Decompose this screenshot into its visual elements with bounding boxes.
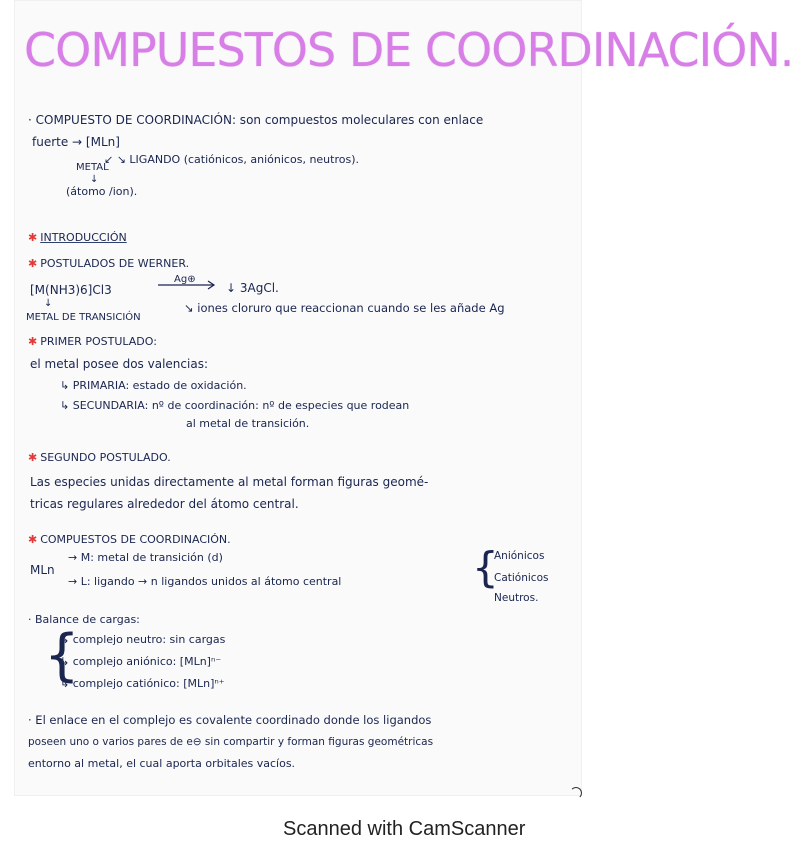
- reaction-arrow: [156, 280, 220, 290]
- type-neutros: Neutros.: [494, 592, 539, 604]
- page-title: COMPUESTOS DE COORDINACIÓN.: [24, 23, 793, 77]
- reaction-formula: [M(NH3)6]Cl3: [30, 283, 112, 297]
- compuestos-ligando-line: → L: ligando → n ligandos unidos al átomo central: [68, 575, 342, 588]
- definition-arrow: ↓: [90, 174, 99, 185]
- type-cationicos: Catiónicos: [494, 572, 549, 584]
- definition-line-6: (átomo /ion).: [66, 185, 138, 198]
- segundo-line-2: tricas regulares alrededor del átomo central.: [30, 497, 299, 511]
- primer-line-2: ↳ PRIMARIA: estado de oxidación.: [60, 379, 247, 392]
- segundo-postulado-heading: ✱ SEGUNDO POSTULADO.: [28, 451, 171, 464]
- balance-heading: · Balance de cargas:: [28, 613, 140, 626]
- types-brace: {: [472, 543, 499, 592]
- primer-line-3: ↳ SECUNDARIA: nº de coordinación: nº de especies que rodean: [60, 399, 410, 412]
- definition-metal: METAL: [76, 162, 109, 173]
- balance-brace: {: [44, 623, 80, 688]
- definition-line-2: fuerte → [MLn]: [32, 135, 120, 149]
- enlace-line-3: entorno al metal, el cual aporta orbitales vacíos.: [28, 757, 296, 770]
- reaction-product: ↓ 3AgCl.: [226, 281, 279, 295]
- definition-line-1: · COMPUESTO DE COORDINACIÓN: son compuestos moleculares con enlace: [28, 113, 484, 127]
- compuestos-metal-line: → M: metal de transición (d): [68, 551, 223, 564]
- reaction-down-arrow: ↓: [44, 298, 53, 309]
- reaction-reagent: Ag⊕: [174, 274, 196, 285]
- definition-line-3: ↙ ↘ LIGANDO (catiónicos, aniónicos, neutros).: [104, 153, 359, 166]
- scanner-watermark: Scanned with CamScanner: [283, 818, 526, 840]
- mln-label: MLn: [30, 563, 55, 577]
- metal-transicion-label: METAL DE TRANSICIÓN: [26, 312, 141, 323]
- page-curl-icon: [570, 787, 582, 799]
- iones-cloruro-line: ↘ iones cloruro que reaccionan cuando se les añade Ag: [184, 301, 505, 315]
- postulados-heading: ✱ POSTULADOS DE WERNER.: [28, 257, 190, 270]
- balance-item-cationico: ↳ complejo catiónico: [MLn]ⁿ⁺: [60, 677, 225, 690]
- type-anionicos: Aniónicos: [494, 550, 545, 562]
- primer-postulado-heading: ✱ PRIMER POSTULADO:: [28, 335, 157, 348]
- primer-line-1: el metal posee dos valencias:: [30, 357, 208, 371]
- primer-line-4: al metal de transición.: [186, 417, 310, 430]
- balance-item-anionico: ↳ complejo aniónico: [MLn]ⁿ⁻: [60, 655, 222, 668]
- enlace-line-1: · El enlace en el complejo es covalente coordinado donde los ligandos: [28, 713, 432, 727]
- intro-heading: ✱ INTRODUCCIÓN: [28, 231, 127, 244]
- compuestos-heading: ✱ COMPUESTOS DE COORDINACIÓN.: [28, 533, 231, 546]
- enlace-line-2: poseen uno o varios pares de e⊖ sin compartir y forman figuras geométricas: [28, 736, 434, 748]
- segundo-line-1: Las especies unidas directamente al metal forman figuras geomé-: [30, 475, 429, 489]
- balance-item-neutro: ↳ complejo neutro: sin cargas: [60, 633, 226, 646]
